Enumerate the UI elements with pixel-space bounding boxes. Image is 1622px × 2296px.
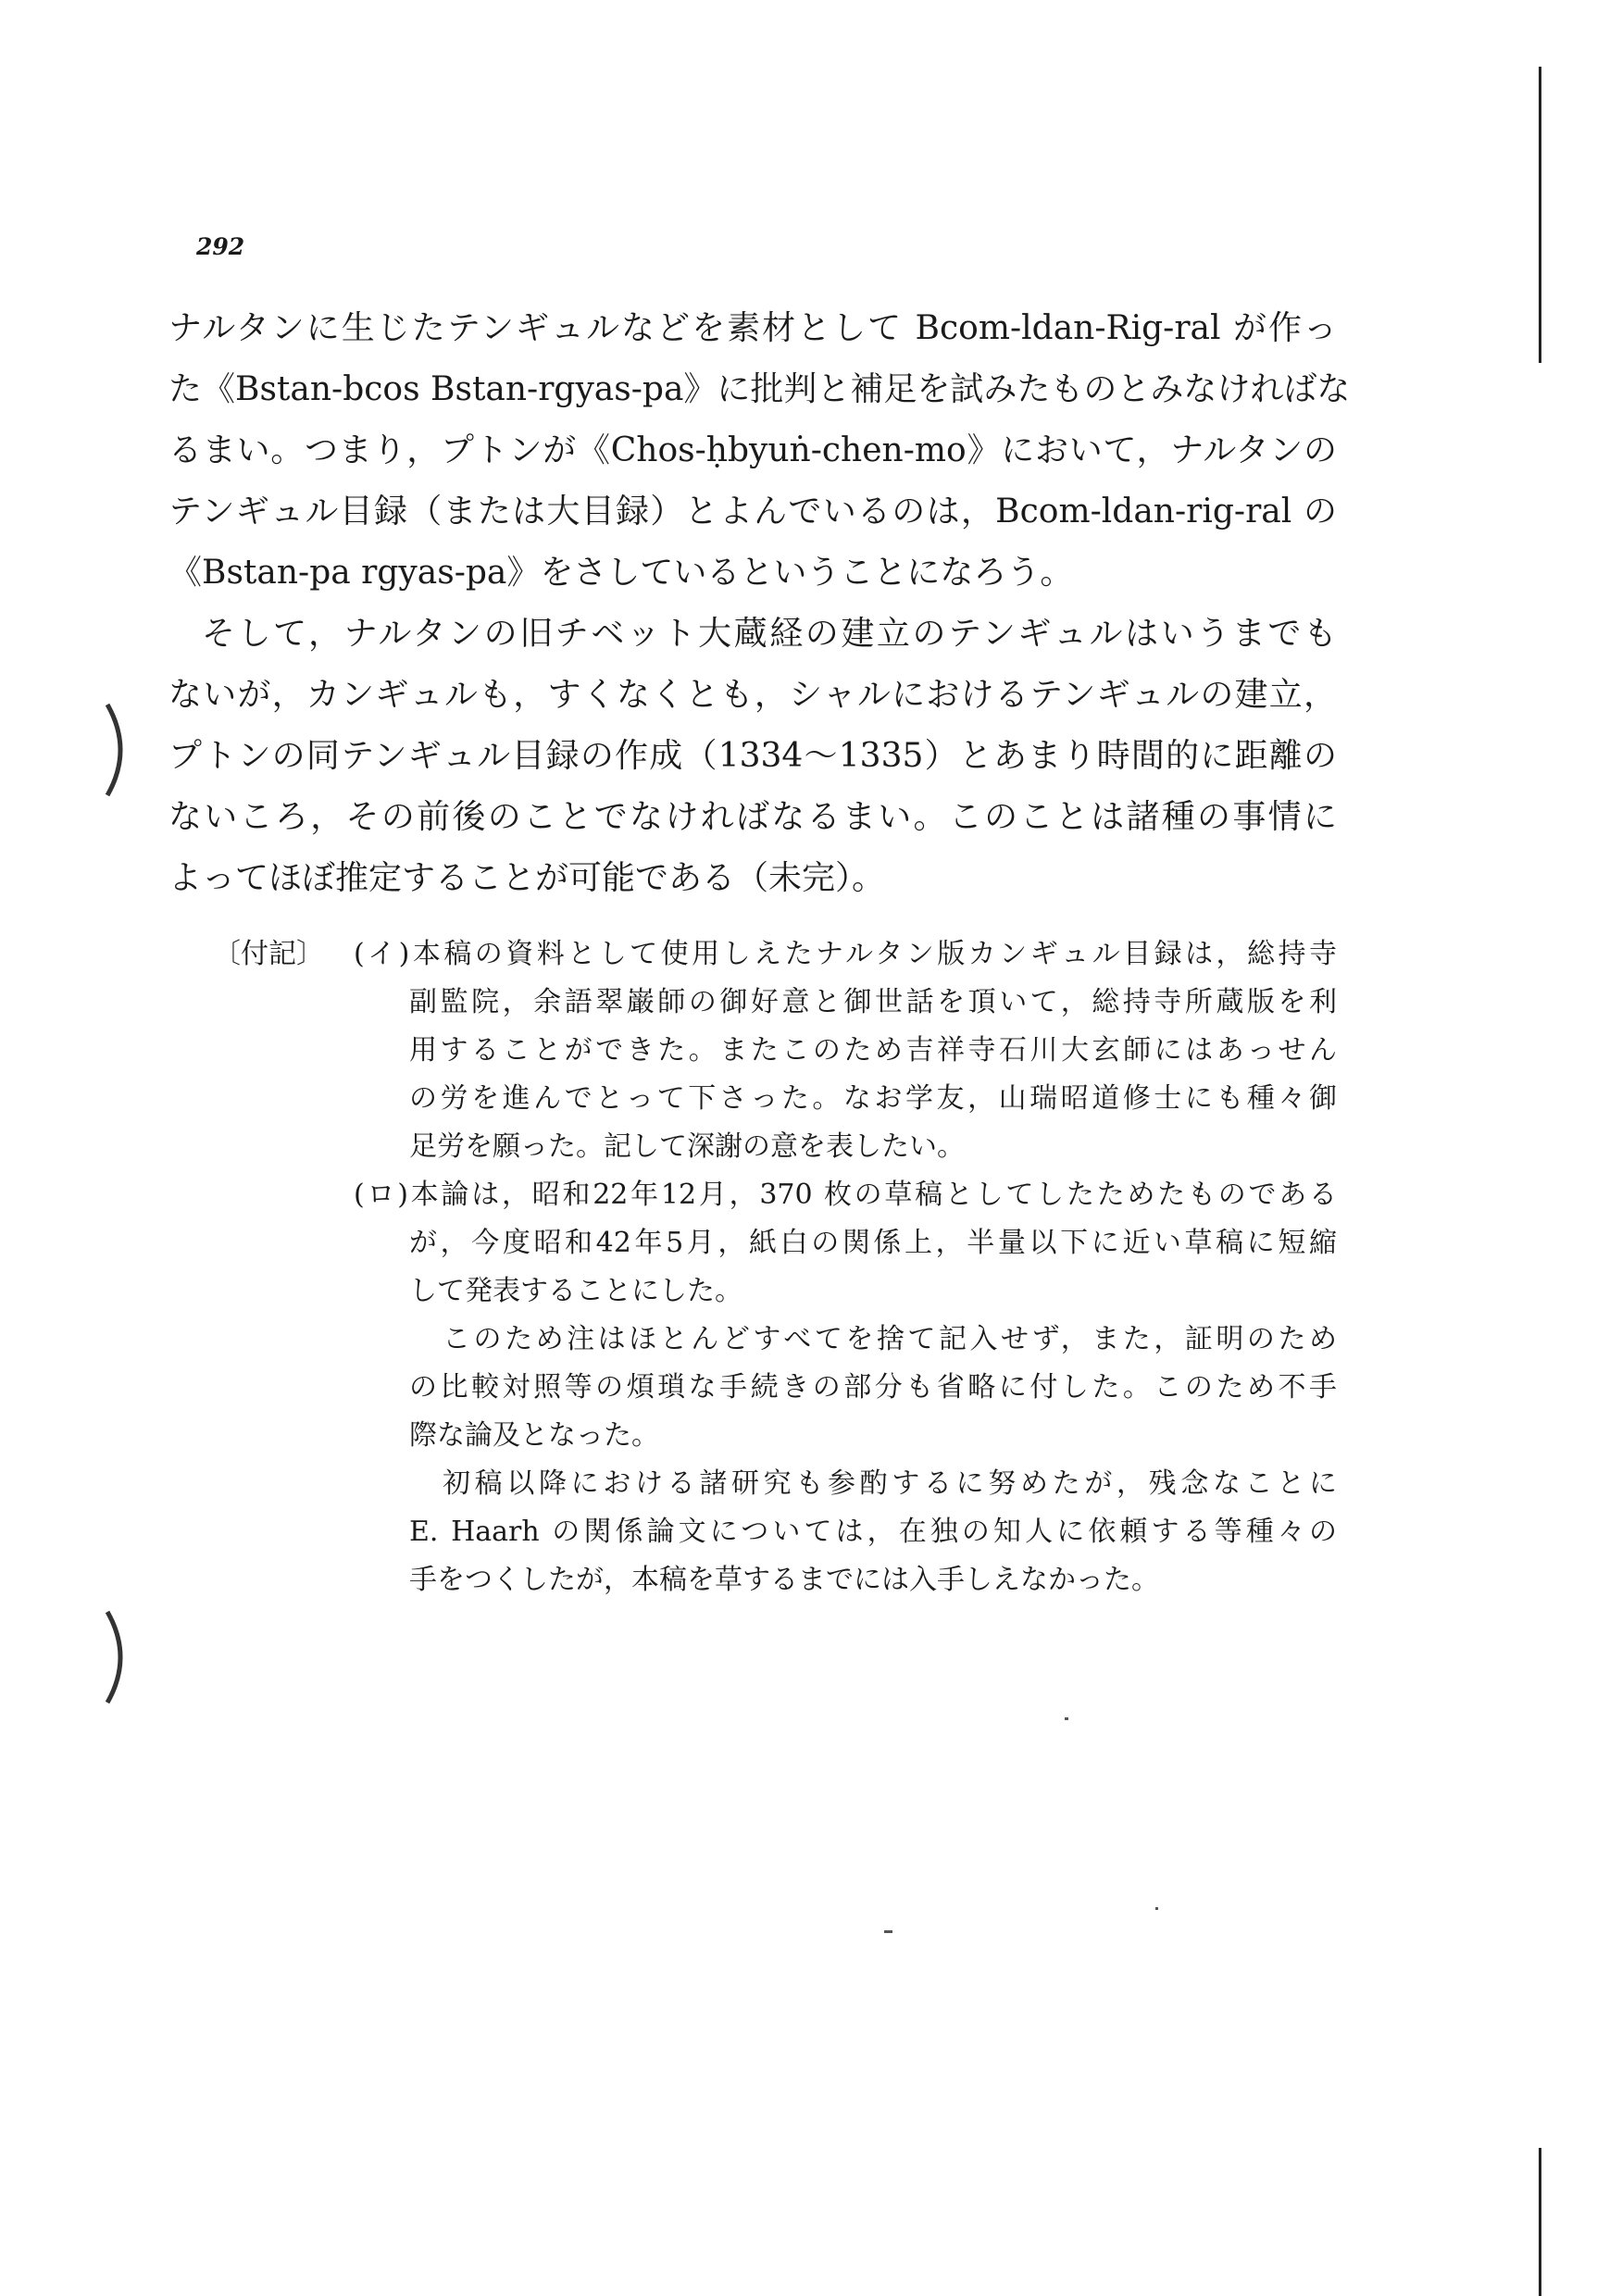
note-line: (ロ)本論は，昭和22年12月，370 枚の草稿としてしたためたものである <box>354 1179 1337 1211</box>
text-line: ないが，カンギュルも，すくなくとも，シャルにおけるテンギュルの建立， <box>168 676 1337 714</box>
main-text <box>168 298 1351 909</box>
binding-edge-line <box>1539 2148 1541 2296</box>
scan-speck <box>1155 1907 1158 1910</box>
note-line: (イ)本稿の資料として使用しえたナルタン版カンギュル目録は，総持寺 <box>354 938 1337 970</box>
page-number: 292 <box>196 233 245 260</box>
text-line: よってほぼ推定することが可能である（未完）。 <box>168 859 886 897</box>
note-label: 〔付記〕 <box>213 938 324 970</box>
note-line: 際な論及となった。 <box>409 1419 659 1452</box>
note-body <box>354 930 1337 1604</box>
text-line: るまい。つまり，プトンが《Chos-ḥbyuṅ-chen-mo》において，ナルタンの <box>168 431 1337 469</box>
note-line: 初稿以降における諸研究も参酌するに努めたが，残念なことに <box>443 1467 1337 1500</box>
scan-speck <box>1065 1717 1068 1720</box>
text-line: ないころ，その前後のことでなければなるまい。このことは諸種の事情に <box>168 798 1337 836</box>
note-line: このため注はほとんどすべてを捨て記入せず，また，証明のため <box>443 1323 1337 1355</box>
text-line: プトンの同テンギュル目録の作成（1334〜1335）とあまり時間的に距離の <box>168 737 1337 775</box>
text-line: た《Bstan-bcos Bstan-rgyas-pa》に批判と補足を試みたものとみなければな <box>168 370 1351 408</box>
text-line: テンギュル目録（または大目録）とよんでいるのは，Bcom-ldan-rig-ral の <box>168 493 1337 530</box>
binding-edge-line <box>1539 67 1541 363</box>
text-line: そして，ナルタンの旧チベット大蔵経の建立のテンギュルはいうまでも <box>202 615 1337 653</box>
note-line: が，今度昭和42年5月，紙白の関係上，半量以下に近い草稿に短縮 <box>409 1227 1337 1259</box>
punch-hole-mark <box>100 699 137 801</box>
note-line: して発表することにした。 <box>409 1275 742 1307</box>
note-line: の労を進んでとって下さった。なお学友，山瑞昭道修士にも種々御 <box>409 1082 1337 1115</box>
text-line: 《Bstan-pa rgyas-pa》をさしているということになろう。 <box>168 554 1074 592</box>
note-line: 用することができた。またこのため吉祥寺石川大玄師にはあっせん <box>409 1034 1337 1067</box>
note-line: E. Haarh の関係論文については，在独の知人に依頼する等種々の <box>409 1516 1337 1548</box>
scan-speck <box>884 1930 892 1933</box>
note-line: 手をつくしたが，本稿を草するまでには入手しえなかった。 <box>409 1564 1159 1596</box>
note-line: 副監院，余語翠巌師の御好意と御世話を頂いて，総持寺所蔵版を利 <box>409 986 1337 1018</box>
note-line: の比較対照等の煩瑣な手続きの部分も省略に付した。このため不手 <box>409 1371 1337 1404</box>
punch-hole-mark <box>100 1606 137 1708</box>
text-line: ナルタンに生じたテンギュルなどを素材として Bcom-ldan-Rig-ral が作っ <box>168 309 1337 347</box>
note-line: 足労を願った。記して深謝の意を表したい。 <box>409 1130 965 1163</box>
